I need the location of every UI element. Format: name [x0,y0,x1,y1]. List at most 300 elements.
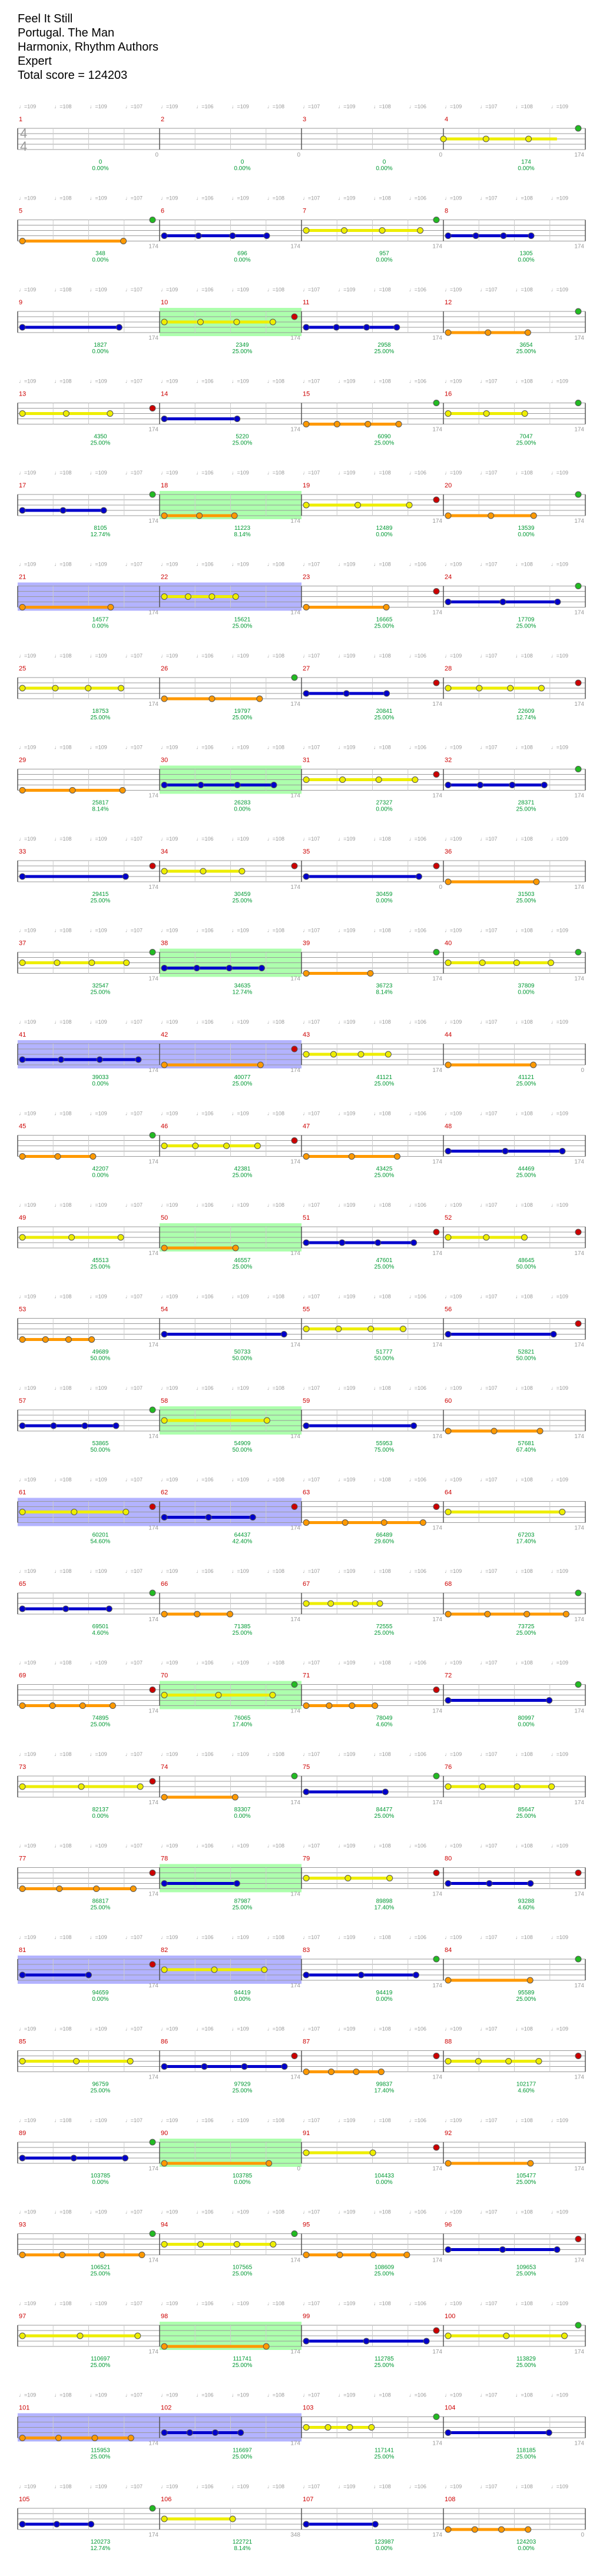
note-orange [445,2160,451,2166]
note-orange [303,2252,309,2258]
measure-gain: 174 [432,1708,442,1715]
note-green [150,1133,155,1138]
tempo-label: ♩=109 [551,1934,569,1940]
measure-number: 105 [19,2496,30,2503]
tempo-label: ♩=107 [125,195,143,201]
note-orange [365,421,371,427]
note-green [291,675,297,680]
tempo-label: ♩=109 [338,927,356,934]
tempo-label: ♩=109 [445,2026,462,2032]
measure-score: 49689 [92,1349,109,1356]
note-orange [108,605,114,610]
tempo-label: ♩=108 [267,2484,285,2489]
note-yellow [476,685,482,691]
measure-number: 62 [161,1489,168,1496]
note-yellow [224,1143,230,1149]
tempo-label: ♩=109 [338,104,356,109]
measure-number: 97 [19,2313,26,2320]
measure-score: 113829 [516,2356,536,2362]
tempo-label: ♩=109 [338,1019,356,1025]
tempo-label: ♩=109 [19,1751,37,1757]
note-blue [445,782,451,788]
tempo-label: ♩=108 [267,104,285,109]
note-orange [65,1337,71,1343]
tempo-label: ♩=109 [161,561,178,567]
note-yellow [52,685,58,691]
note-yellow [161,2242,167,2248]
measure-gain: 174 [574,2349,584,2355]
tempo-label: ♩=109 [231,1476,249,1483]
note-blue [509,782,515,788]
tempo-label: ♩=109 [551,104,569,109]
note-blue [234,1881,240,1887]
measure-number: 94 [161,2221,168,2229]
note-orange [394,1154,400,1160]
tempo-label: ♩=107 [125,470,143,476]
measure-percent: 25.00% [232,2454,253,2461]
measure-score: 122721 [232,2539,253,2545]
tempo-label: ♩=109 [90,2209,107,2215]
note-blue [502,1148,508,1154]
measure-score: 94659 [92,1990,109,1996]
tempo-label: ♩=109 [90,2484,107,2489]
measure-gain: 174 [574,243,584,250]
tempo-label: ♩=109 [161,2026,178,2032]
chart-row [18,745,585,813]
tempo-label: ♩=106 [409,195,427,201]
chart-row [18,562,585,630]
measure-score: 17709 [518,616,535,623]
note-red [291,863,297,869]
tempo-label: ♩=108 [515,104,533,109]
note-orange [257,1062,263,1068]
note-orange [472,2527,478,2532]
note-orange [120,788,125,794]
tempo-label: ♩=108 [54,1843,72,1849]
note-blue [528,233,534,239]
note-blue [343,691,349,696]
measure-percent: 0.00% [376,257,393,264]
measure-percent: 25.00% [516,1813,536,1820]
note-green [575,766,581,772]
tempo-label: ♩=108 [515,1751,533,1757]
note-orange [525,2527,531,2532]
measure-percent: 0.00% [518,257,535,264]
tempo-label: ♩=107 [125,1843,143,1849]
measure-number: 57 [19,1397,26,1405]
measure-number: 42 [161,1031,168,1038]
note-blue [394,324,400,330]
measure-number: 60 [445,1397,452,1405]
measure-percent: 25.00% [232,440,253,447]
tempo-label: ♩=109 [161,1843,178,1849]
note-yellow [387,1875,393,1881]
note-yellow [161,319,167,325]
note-yellow [328,1601,334,1606]
note-blue [234,782,240,788]
measure-percent: 25.00% [516,440,536,447]
note-blue [501,233,506,239]
measure-number: 19 [303,482,310,489]
note-yellow [19,411,25,417]
tempo-label: ♩=109 [161,1110,178,1117]
measure-percent: 0.00% [234,2179,251,2186]
measure-percent: 0.00% [234,257,251,264]
note-yellow [54,960,60,966]
measure-gain: 174 [290,609,300,616]
tempo-label: ♩=109 [338,1843,356,1849]
measure-number: 59 [303,1397,310,1405]
tempo-label: ♩=109 [90,1385,107,1391]
note-yellow [254,1143,260,1149]
note-blue [473,233,479,239]
tempo-label: ♩=108 [54,1751,72,1757]
tempo-label: ♩=107 [480,1659,498,1666]
note-green [575,1682,581,1688]
measure-score: 112785 [375,2356,394,2362]
measure-score: 103785 [90,2173,111,2179]
tempo-label: ♩=109 [90,1843,107,1849]
tempo-label: ♩=109 [551,2026,569,2032]
note-orange [90,1154,96,1160]
note-orange [531,1062,536,1068]
tempo-label: ♩=108 [515,2301,533,2306]
measure-number: 44 [445,1031,452,1038]
note-green [575,2322,581,2328]
measure-score: 87987 [234,1898,251,1905]
tempo-label: ♩=109 [90,1568,107,1574]
measure-number: 1 [19,116,23,123]
measure-percent: 0.00% [518,989,535,996]
measure-gain: 0 [297,152,300,158]
tempo-label: ♩=107 [303,836,320,842]
chart-row [18,1019,585,1087]
tempo-label: ♩=106 [409,104,427,109]
tempo-label: ♩=109 [551,2484,569,2489]
note-orange [94,1886,100,1892]
chart-row [18,653,585,721]
tempo-label: ♩=108 [54,378,72,384]
note-blue [259,965,264,971]
note-orange [19,1703,25,1709]
note-orange [445,1062,451,1068]
measure-number: 79 [303,1855,310,1863]
note-green [575,1590,581,1596]
measure-gain: 174 [574,2074,584,2081]
measure-number: 87 [303,2038,310,2046]
tempo-label: ♩=106 [409,1751,427,1757]
tempo-label: ♩=107 [480,927,498,934]
tempo-label: ♩=106 [196,1110,214,1117]
measure-percent: 50.00% [232,1355,253,1362]
measure-percent: 67.40% [516,1447,536,1453]
measure-number: 58 [161,1397,168,1405]
tempo-label: ♩=107 [480,2117,498,2123]
note-yellow [336,1326,342,1332]
measure-number: 91 [303,2130,310,2137]
tempo-label: ♩=109 [445,378,462,384]
tempo-label: ♩=108 [54,1934,72,1940]
note-yellow [445,411,451,417]
tempo-label: ♩=108 [373,104,391,109]
tempo-label: ♩=107 [480,1568,498,1574]
chart-row [18,836,585,904]
measure-number: 5 [19,207,23,215]
tempo-label: ♩=108 [515,927,533,934]
tempo-label: ♩=108 [373,2392,391,2398]
note-red [150,1870,155,1876]
note-blue [477,782,483,788]
note-blue [206,1515,211,1521]
measure-gain: 174 [574,1342,584,1349]
note-red [291,1046,297,1052]
tempo-label: ♩=108 [267,1293,285,1300]
note-yellow [89,960,95,966]
tempo-label: ♩=109 [90,1476,107,1483]
measure-score: 94419 [376,1990,393,1996]
note-orange [303,605,309,610]
tempo-label: ♩=108 [373,1751,391,1757]
tempo-label: ♩=109 [19,2392,37,2398]
measure-number: 10 [161,299,168,306]
tempo-label: ♩=109 [161,104,178,109]
measure-percent: 25.00% [516,1172,536,1179]
tempo-label: ♩=109 [90,1751,107,1757]
measure-gain: 174 [574,1525,584,1532]
measure-percent: 0.00% [518,2545,535,2552]
time-signature-top: 4 [20,126,28,141]
note-orange [55,2435,61,2441]
note-blue [161,1515,167,1521]
note-blue [333,324,339,330]
measure-percent: 25.00% [374,1264,395,1270]
tempo-label: ♩=109 [231,1385,249,1391]
note-blue [551,1332,556,1337]
tempo-label: ♩=109 [231,104,249,109]
note-red [291,2053,297,2059]
tempo-label: ♩=109 [231,1568,249,1574]
note-blue [71,2155,77,2161]
measure-number: 95 [303,2221,310,2229]
note-orange [525,330,531,336]
note-red [150,1961,155,1967]
measure-score: 45513 [92,1257,109,1264]
tempo-label: ♩=108 [373,1293,391,1300]
measure-number: 6 [161,207,165,215]
note-blue [161,416,167,422]
measure-number: 64 [445,1489,452,1496]
tempo-label: ♩=109 [338,2392,356,2398]
note-orange [232,1794,238,1800]
tempo-label: ♩=108 [54,836,72,842]
measure-gain: 174 [148,609,158,616]
note-yellow [161,2516,167,2522]
tempo-label: ♩=107 [125,2026,143,2032]
tempo-label: ♩=108 [373,744,391,751]
measure-score: 7047 [519,433,533,440]
tempo-label: ♩=107 [303,1843,320,1849]
measure-score: 107565 [232,2264,253,2271]
tempo-label: ♩=107 [480,1934,498,1940]
note-yellow [503,2333,509,2339]
tempo-label: ♩=109 [90,1934,107,1940]
note-green [575,400,581,406]
measure-percent: 12.74% [90,532,111,538]
note-yellow [193,1143,198,1149]
measure-percent: 0.00% [376,2179,393,2186]
tempo-label: ♩=108 [515,744,533,751]
measure-gain: 174 [432,2349,442,2355]
note-orange [79,1703,85,1709]
tempo-label: ♩=108 [515,1202,533,1208]
measure-percent: 42.40% [232,1538,253,1545]
measure-score: 51777 [376,1349,393,1356]
measure-percent: 25.00% [232,2362,253,2369]
note-blue [303,874,309,879]
note-yellow [107,411,113,417]
measure-number: 75 [303,1764,310,1771]
note-blue [413,1972,419,1978]
measure-percent: 0.00% [518,1721,535,1728]
tempo-label: ♩=108 [267,2117,285,2123]
tempo-label: ♩=109 [551,2209,569,2215]
measure-number: 101 [19,2404,30,2412]
measure-gain: 174 [290,884,300,891]
tempo-label: ♩=109 [90,1110,107,1117]
tempo-label: ♩=109 [231,653,249,659]
tempo-label: ♩=107 [303,1202,320,1208]
note-yellow [19,2059,25,2064]
tempo-label: ♩=108 [515,836,533,842]
measure-gain: 174 [148,1616,158,1623]
measure-percent: 4.60% [518,1904,535,1911]
tempo-label: ♩=108 [54,744,72,751]
measure-percent: 25.00% [516,2362,536,2369]
measure-percent: 0.00% [376,165,393,172]
note-blue [445,233,451,239]
note-orange [303,421,309,427]
tempo-label: ♩=106 [196,470,214,476]
measure-number: 9 [19,299,23,306]
tempo-label: ♩=108 [515,2209,533,2215]
tempo-label: ♩=109 [338,1110,356,1117]
tempo-label: ♩=107 [480,836,498,842]
note-yellow [78,1784,84,1790]
measure-score: 39033 [92,1074,109,1081]
measure-score: 16665 [376,616,393,623]
tempo-label: ♩=109 [338,2484,356,2489]
note-yellow [440,136,446,142]
tempo-label: ♩=107 [480,744,498,751]
tempo-label: ♩=107 [125,1019,143,1025]
tempo-label: ♩=107 [125,2392,143,2398]
measure-gain: 174 [148,2532,158,2538]
note-blue [411,1240,417,1246]
note-yellow [508,685,513,691]
tempo-label: ♩=109 [90,287,107,293]
tempo-label: ♩=109 [445,1110,462,1117]
measure-score: 46557 [234,1257,251,1264]
measure-gain: 174 [290,1708,300,1715]
measure-gain: 174 [574,2440,584,2447]
note-yellow [303,1326,309,1332]
tempo-label: ♩=109 [445,836,462,842]
measure-score: 0 [98,159,102,165]
tempo-label: ♩=109 [90,378,107,384]
note-orange [110,1703,115,1709]
measure-score: 25817 [92,799,109,806]
note-blue [54,2521,59,2527]
tempo-label: ♩=109 [338,2026,356,2032]
tempo-label: ♩=109 [231,836,249,842]
tempo-label: ♩=108 [515,2392,533,2398]
measure-score: 84477 [376,1807,393,1813]
note-blue [528,1881,534,1887]
measure-gain: 174 [148,426,158,433]
tempo-label: ♩=108 [267,561,285,567]
note-yellow [418,228,423,234]
note-orange [337,2252,343,2258]
measure-percent: 25.00% [90,1904,111,1911]
tempo-label: ♩=109 [338,1751,356,1757]
tempo-label: ♩=106 [409,2392,427,2398]
tempo-label: ♩=108 [54,1202,72,1208]
measure-score: 37809 [518,982,535,990]
measure-gain: 174 [432,975,442,982]
note-orange [266,2160,272,2166]
tempo-label: ♩=109 [445,1202,462,1208]
measure-score: 2349 [236,342,249,348]
note-blue [161,1332,167,1337]
note-green [150,2139,155,2145]
measure-percent: 25.00% [90,440,111,447]
time-signature-bottom: 4 [20,139,28,154]
measure-gain: 0 [155,152,158,158]
measure-number: 65 [19,1581,26,1588]
note-orange [531,513,536,519]
measure-number: 61 [19,1489,26,1496]
tempo-label: ♩=106 [409,1659,427,1666]
tempo-label: ♩=109 [551,287,569,293]
note-blue [19,1057,25,1063]
measure-percent: 0.00% [376,532,393,538]
tempo-label: ♩=108 [267,195,285,201]
note-blue [303,2521,309,2527]
note-yellow [325,2425,331,2431]
measure-gain: 174 [432,2074,442,2081]
note-yellow [342,228,347,234]
note-green [575,308,581,314]
measure-percent: 50.00% [90,1355,111,1362]
tempo-label: ♩=107 [303,1751,320,1757]
tempo-label: ♩=109 [338,378,356,384]
tempo-label: ♩=108 [373,1659,391,1666]
note-yellow [352,1601,358,1606]
measure-gain: 174 [432,701,442,708]
tempo-label: ♩=108 [54,653,72,659]
measure-score: 42207 [92,1166,109,1173]
note-blue [375,1240,381,1246]
note-yellow [71,1509,77,1515]
measure-percent: 0.00% [376,2545,393,2552]
note-red [150,1778,155,1784]
measure-score: 14577 [92,616,109,623]
note-blue [116,324,122,330]
note-blue [281,2064,287,2070]
measure-gain: 174 [432,518,442,525]
tempo-label: ♩=109 [551,1476,569,1483]
tempo-label: ♩=108 [54,1659,72,1666]
